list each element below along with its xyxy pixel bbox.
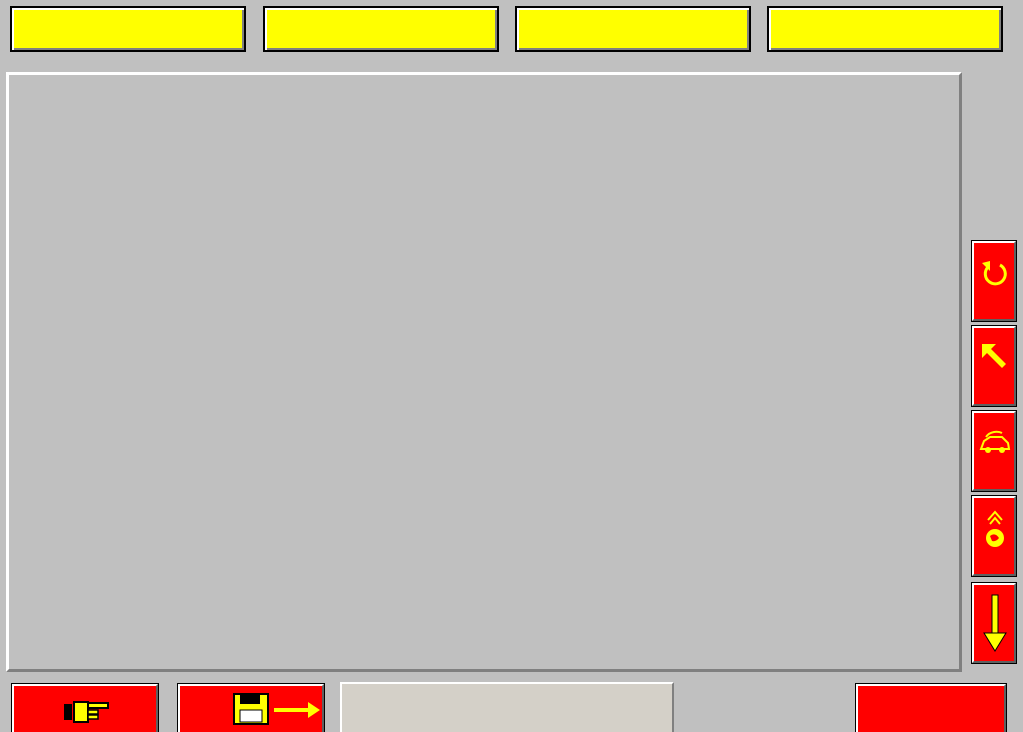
scroll-down-button[interactable] (972, 583, 1016, 663)
vehicle-button[interactable] (972, 411, 1016, 491)
refresh-button[interactable] (972, 241, 1016, 321)
globe-signal-icon (978, 508, 1012, 552)
tab-ecu[interactable] (515, 6, 751, 52)
pointing-hand-icon (62, 698, 112, 726)
f1-button[interactable] (12, 684, 158, 732)
tab-vehicle[interactable] (263, 6, 499, 52)
f6-help-button[interactable] (856, 684, 1006, 732)
refresh-icon (978, 253, 1012, 297)
arrow-up-left-icon (978, 338, 1012, 382)
memory-status (340, 682, 674, 732)
f2-save-button[interactable] (178, 684, 324, 732)
car-icon (978, 423, 1012, 467)
parameters-panel (6, 72, 962, 672)
save-to-disk-icon (232, 692, 322, 728)
back-button[interactable] (972, 326, 1016, 406)
tab-diagnostics[interactable] (10, 6, 246, 52)
tab-parameters[interactable] (767, 6, 1003, 52)
arrow-down-icon (978, 591, 1012, 655)
communication-button[interactable] (972, 496, 1016, 576)
